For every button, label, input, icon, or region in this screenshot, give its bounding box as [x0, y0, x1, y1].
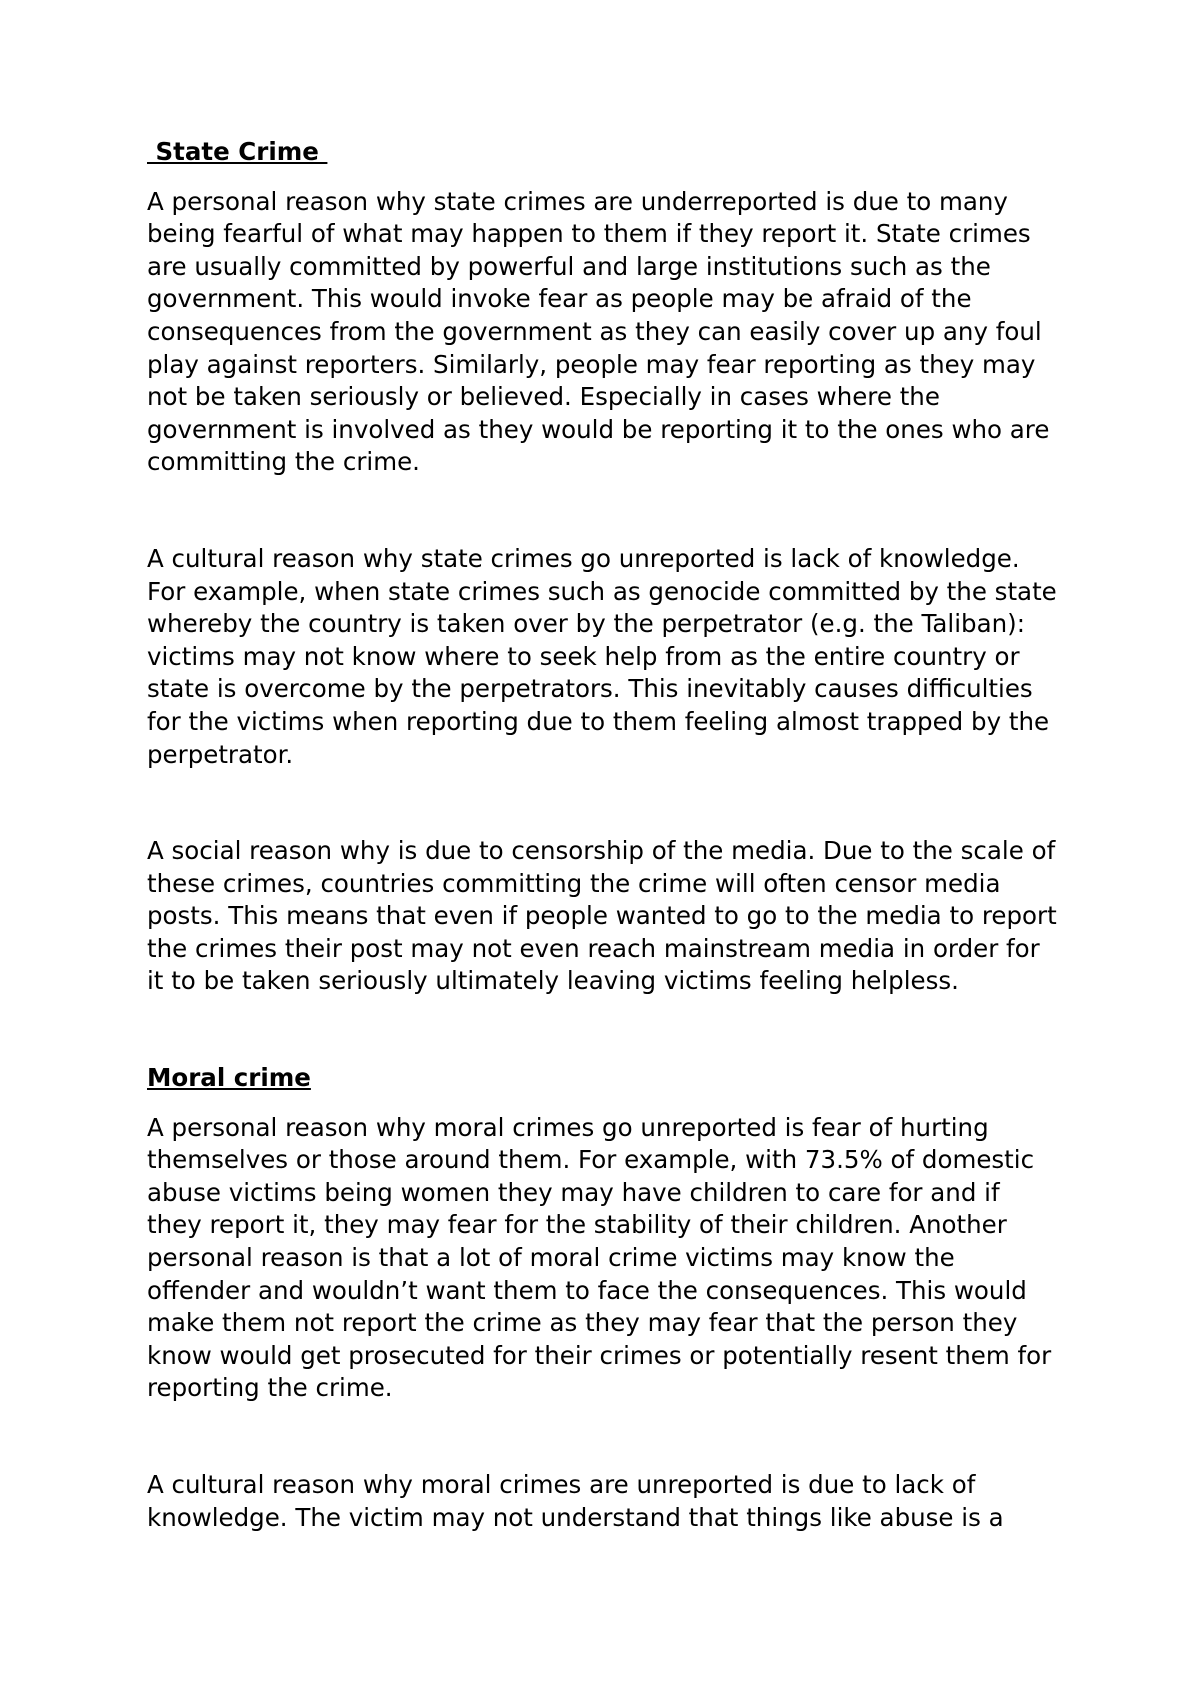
paragraph-state-social: A social reason why is due to censorship of the media. Due to the scale of these crimes, countries committing the crime will often censor media posts. This means that even if people wanted to go to the media to report the crimes their post may not even reach mainstream media in order for it to be taken seriously ultimately leaving victims feeling helpless. — [147, 836, 1057, 996]
paragraph-state-cultural: A cultural reason why state crimes go unreported is lack of knowledge. For example, when state crimes such as genocide committed by the state whereby the country is taken over by the perpetrator (e.g. the Taliban): victims may not know where to seek help from as the entire country or state is overcome by the perpetrators. This inevitably causes difficulties for the victims when reporting due to them feeling almost trapped by the perpetrator. — [147, 543, 1057, 769]
section-heading-moral-crime: Moral crime — [147, 1063, 311, 1093]
paragraph-moral-cultural: A cultural reason why moral crimes are unreported is due to lack of knowledge. The victim may not understand that things like abuse is a — [147, 1470, 1004, 1532]
section-heading-state-crime: State Crime — [147, 137, 328, 166]
document-body — [147, 136, 1062, 1534]
paragraph-state-personal: A personal reason why state crimes are underreported is due to many being fearful of what may happen to them if they report it. State crimes are usually committed by powerful and large institutions such as the government. This would invoke fear as people may be afraid of the consequences from the government as they can easily cover up any foul play against reporters. Similarly, people may fear reporting as they may not be taken seriously or believed. Especially in cases where the government is involved as they would be reporting it to the ones who are committing the crime. — [147, 186, 1050, 477]
paragraph-moral-personal: A personal reason why moral crimes go unreported is fear of hurting themselves or those around them. For example, with 73.5% of domestic abuse victims being women they may have children to care for and if they report it, they may fear for the stability of their children. Another personal reason is that a lot of moral crime victims may know the offender and wouldn’t want them to face the consequences. This would make them not report the crime as they may fear that the person they know would get prosecuted for their crimes or potentially resent them for reporting the crime. — [147, 1112, 1052, 1403]
